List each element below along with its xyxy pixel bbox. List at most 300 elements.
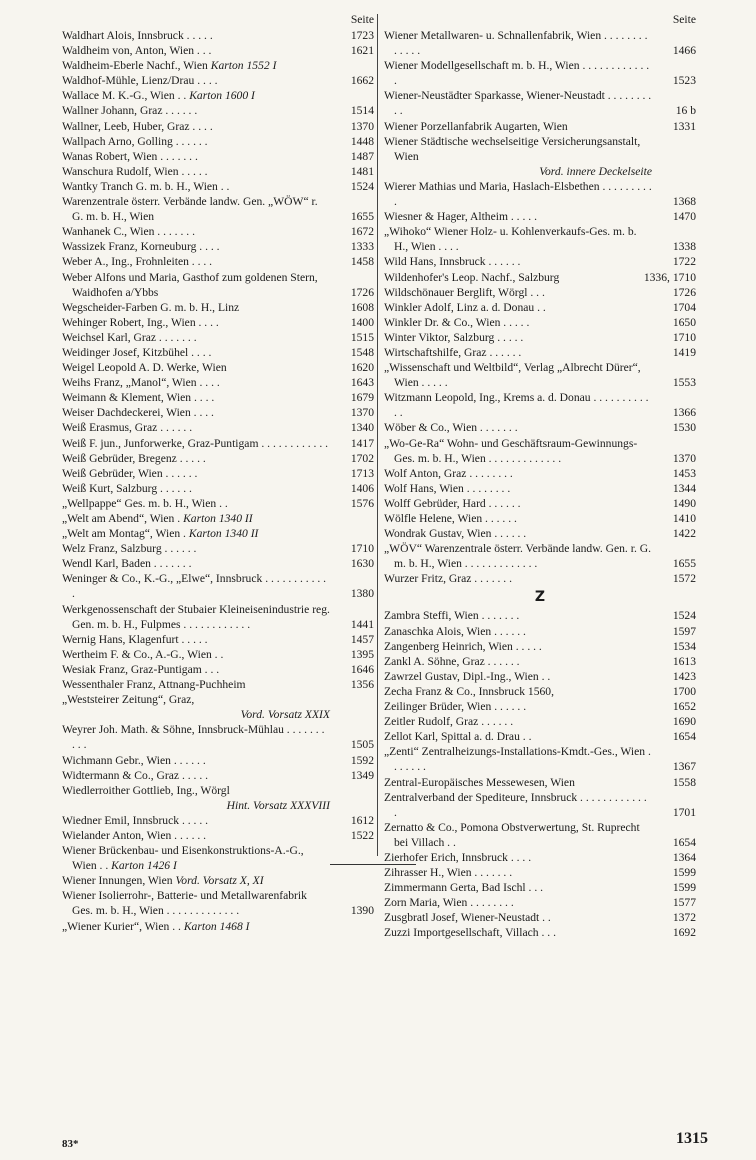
- entry-text: [384, 209, 696, 224]
- end-rule: [330, 864, 416, 865]
- entry-page: 1356: [350, 678, 374, 692]
- index-entry: [384, 134, 696, 164]
- entry-text: [62, 119, 374, 134]
- entry-page: 1558: [672, 775, 696, 789]
- entry-text: [384, 436, 696, 466]
- entry-text: [62, 919, 374, 934]
- index-entry: [384, 436, 696, 466]
- entry-name: Zeilinger Brüder, Wien . . . . . .: [384, 700, 527, 714]
- entry-page: 1710: [350, 542, 374, 556]
- entry-text: [62, 88, 374, 103]
- entry-page: 1370: [350, 119, 374, 133]
- entry-page: 1505: [350, 738, 374, 752]
- index-entry: [384, 119, 696, 134]
- entry-name: Wallner Johann, Graz . . . . . .: [62, 104, 198, 118]
- entry-text: [384, 790, 696, 820]
- index-entry: [384, 315, 696, 330]
- entry-page: 1650: [672, 315, 696, 329]
- index-entry: [62, 466, 374, 481]
- entry-name: „Weststeirer Zeitung“, Graz,: [62, 693, 195, 707]
- index-entry: [62, 451, 374, 466]
- entry-page: 1599: [672, 881, 696, 895]
- entry-page: 1620: [350, 361, 374, 375]
- entry-name: Wurzer Fritz, Graz . . . . . . .: [384, 572, 512, 586]
- index-entry: [384, 714, 696, 729]
- entry-text: [62, 481, 374, 496]
- index-entry: [62, 677, 374, 692]
- entry-text: [384, 729, 696, 744]
- entry-page: 1655: [672, 557, 696, 571]
- entry-page: 1652: [672, 700, 696, 714]
- entry-page: 1400: [350, 315, 374, 329]
- index-entry: [384, 608, 696, 623]
- index-entry: [62, 315, 374, 330]
- entry-name: Warenzentrale österr. Verbände landw. Gen. „WÖW“ r. G. m. b. H., Wien: [62, 195, 318, 224]
- entry-name: Weber Alfons und Maria, Gasthof zum goldenen Stern, Waidhofen a/Ybbs: [62, 270, 318, 299]
- index-entry: [62, 270, 374, 300]
- index-entry: [62, 541, 374, 556]
- index-entry: [384, 654, 696, 669]
- entry-page: 1572: [672, 572, 696, 586]
- entry-name: „Wihoko“ Wiener Holz- u. Kohlenverkaufs-Ges. m. b. H., Wien . . . .: [384, 225, 637, 254]
- entry-text: [62, 556, 374, 571]
- entry-name: Wiener Metallwaren- u. Schnallenfabrik, Wien . . . . . . . . . . . . .: [384, 29, 648, 58]
- section-letter-z: Z: [534, 589, 546, 606]
- entry-page: 1662: [350, 74, 374, 88]
- entry-text: [62, 526, 374, 541]
- entry-text: [384, 699, 696, 714]
- entry-page: 1621: [350, 44, 374, 58]
- entry-text: [62, 134, 374, 149]
- entry-text: [384, 420, 696, 435]
- entry-name: „Welt am Montag“, Wien .: [62, 527, 186, 541]
- index-entry: [62, 813, 374, 828]
- entry-name: „Wellpappe“ Ges. m. b. H., Wien . .: [62, 496, 228, 510]
- index-entry: [62, 375, 374, 390]
- entry-page: 1340: [350, 421, 374, 435]
- entry-page: 1453: [672, 466, 696, 480]
- entry-page: 1672: [350, 225, 374, 239]
- entry-name: Wolf Anton, Graz . . . . . . . .: [384, 466, 513, 480]
- entry-name: Welz Franz, Salzburg . . . . . .: [62, 542, 197, 556]
- entry-text: [384, 360, 696, 390]
- signature-mark: 83*: [62, 1138, 79, 1150]
- entry-name: Wiener Brückenbau- und Eisenkonstruktions-A.-G., Wien . .: [62, 844, 304, 873]
- entry-name: Zangenberg Heinrich, Wien . . . . .: [384, 639, 542, 653]
- entry-text: [384, 224, 696, 254]
- entry-name: Weiser Dachdeckerei, Wien . . . .: [62, 406, 214, 420]
- entry-text: [62, 783, 374, 798]
- index-entry: [62, 722, 374, 752]
- entry-text: [384, 330, 696, 345]
- entry-name: Wichmann Gebr., Wien . . . . . .: [62, 753, 206, 767]
- entry-page: 1349: [350, 768, 374, 782]
- entry-text: [384, 669, 696, 684]
- index-entry: [384, 669, 696, 684]
- entry-name: Weiß F. jun., Junforwerke, Graz-Puntigam . . . . . . . . . . . .: [62, 436, 329, 450]
- index-entry: [62, 330, 374, 345]
- entry-page: 1576: [350, 496, 374, 510]
- entry-text: [384, 684, 696, 699]
- entry-page: 1701: [672, 805, 696, 819]
- entry-name: Weiß Erasmus, Graz . . . . . .: [62, 421, 193, 435]
- entry-page: 1331: [672, 119, 696, 133]
- index-entry: [62, 194, 374, 224]
- entry-text: [62, 541, 374, 556]
- index-entry: [384, 164, 696, 179]
- entry-text: [384, 285, 696, 300]
- entry-page: 1380: [350, 587, 374, 601]
- entry-reference: Karton 1340 II: [183, 512, 253, 525]
- entry-page: 1487: [350, 149, 374, 163]
- entry-name: Zentralverband der Spediteure, Innsbruck . . . . . . . . . . . . .: [384, 790, 647, 819]
- entry-text: [72, 798, 374, 813]
- entry-page: 1457: [350, 632, 374, 646]
- entry-name: „Wo-Ge-Ra“ Wohn- und Geschäftsraum-Gewinnungs-Ges. m. b. H., Wien . . . . . . . . . . . . .: [384, 436, 638, 465]
- entry-page: 1481: [350, 164, 374, 178]
- entry-page: 1655: [350, 210, 374, 224]
- index-entry: [62, 179, 374, 194]
- entry-name: Wallpach Arno, Golling . . . . . .: [62, 134, 208, 148]
- entry-name: Wiener Porzellanfabrik Augarten, Wien: [384, 119, 568, 133]
- entry-text: [384, 910, 696, 925]
- entry-text: [62, 345, 374, 360]
- entry-name: Wielander Anton, Wien . . . . . .: [62, 828, 207, 842]
- entry-page: 1366: [672, 406, 696, 420]
- entry-name: Weimann & Klement, Wien . . . .: [62, 391, 215, 405]
- entry-text: [62, 43, 374, 58]
- entry-name: Waldheim-Eberle Nachf., Wien: [62, 59, 208, 73]
- entry-text: [62, 300, 374, 315]
- entry-name: Zankl A. Söhne, Graz . . . . . .: [384, 654, 520, 668]
- page-number: 1315: [676, 1130, 708, 1147]
- entry-text: [384, 654, 696, 669]
- entry-page: 1419: [672, 345, 696, 359]
- entry-text: [62, 390, 374, 405]
- entry-name: Witzmann Leopold, Ing., Krems a. d. Donau . . . . . . . . . . . .: [384, 391, 649, 420]
- entry-name: Wallner, Leeb, Huber, Graz . . . .: [62, 119, 213, 133]
- entry-text: [384, 511, 696, 526]
- entry-text: [384, 481, 696, 496]
- entry-name: Wildenhofer's Leop. Nachf., Salzburg: [384, 270, 560, 284]
- entry-text: [62, 405, 374, 420]
- entry-name: Wehinger Robert, Ing., Wien . . . .: [62, 315, 219, 329]
- entry-page: 1726: [672, 285, 696, 299]
- index-entry: [62, 647, 374, 662]
- index-entry: [384, 481, 696, 496]
- entry-page: 1368: [672, 195, 696, 209]
- index-entry: [62, 420, 374, 435]
- entry-page: 1599: [672, 866, 696, 880]
- entry-name: Wallace M. K.-G., Wien . .: [62, 89, 187, 103]
- entry-page: 1490: [672, 496, 696, 510]
- entry-text: [384, 315, 696, 330]
- index-entry: [62, 134, 374, 149]
- entry-text: [62, 888, 374, 918]
- entry-text: [62, 254, 374, 269]
- entry-text: [62, 164, 374, 179]
- entry-text: [62, 662, 374, 677]
- index-entry: [62, 662, 374, 677]
- entry-page: 1679: [350, 391, 374, 405]
- index-entry: [62, 481, 374, 496]
- index-entry: [62, 632, 374, 647]
- entry-page: 1700: [672, 684, 696, 698]
- index-entry: [384, 511, 696, 526]
- index-entry: [384, 300, 696, 315]
- entry-page: 1530: [672, 421, 696, 435]
- entry-text: [62, 330, 374, 345]
- index-entry: [62, 511, 374, 526]
- entry-page: 1458: [350, 255, 374, 269]
- right-entry-list: [384, 28, 696, 586]
- entry-text: [62, 511, 374, 526]
- entry-text: [62, 677, 374, 692]
- entry-name: Wiener-Neustädter Sparkasse, Wiener-Neustadt . . . . . . . . . .: [384, 89, 652, 118]
- index-entry: [62, 692, 374, 707]
- index-entry: [384, 910, 696, 925]
- entry-text: [62, 360, 374, 375]
- entry-text: [62, 194, 374, 224]
- index-entry: [62, 119, 374, 134]
- entry-text: [384, 88, 696, 118]
- entry-text: [384, 254, 696, 269]
- index-entry: [62, 768, 374, 783]
- entry-text: [62, 571, 374, 601]
- entry-page: 1630: [350, 557, 374, 571]
- entry-page: 1690: [672, 715, 696, 729]
- entry-text: [384, 571, 696, 586]
- entry-name: Waldhof-Mühle, Lienz/Drau . . . .: [62, 74, 218, 88]
- entry-reference: Vord. Vorsatz X, XI: [175, 874, 264, 888]
- entry-name: Zihrasser H., Wien . . . . . . .: [384, 866, 513, 880]
- entry-text: [62, 451, 374, 466]
- entry-page: 1448: [350, 134, 374, 148]
- entry-text: [384, 608, 696, 623]
- entry-text: [62, 239, 374, 254]
- entry-name: Wanas Robert, Wien . . . . . . .: [62, 149, 198, 163]
- entry-page: 1534: [672, 639, 696, 653]
- entry-page: 1417: [350, 436, 374, 450]
- entry-text: [394, 164, 696, 179]
- index-entry: [384, 28, 696, 58]
- index-entry: [384, 729, 696, 744]
- entry-text: [384, 541, 696, 571]
- entry-text: [62, 420, 374, 435]
- index-entry: [62, 58, 374, 73]
- entry-name: Wildschönauer Berglift, Wörgl . . .: [384, 285, 545, 299]
- index-entry: [62, 571, 374, 601]
- left-column: [62, 12, 374, 934]
- index-entry: [62, 707, 374, 722]
- entry-name: Weyrer Joh. Math. & Söhne, Innsbruck-Mühlau . . . . . . . . . .: [62, 723, 325, 752]
- entry-name: Wiesner & Hager, Altheim . . . . .: [384, 210, 537, 224]
- index-entry: [384, 865, 696, 880]
- entry-text: [384, 714, 696, 729]
- entry-page: 1722: [672, 255, 696, 269]
- entry-reference: Hint. Vorsatz XXXVIII: [226, 798, 330, 812]
- entry-name: Widtermann & Co., Graz . . . . .: [62, 768, 209, 782]
- index-entry: [62, 254, 374, 269]
- entry-reference: Karton 1340 II: [188, 527, 259, 541]
- entry-text: [62, 753, 374, 768]
- index-entry: [62, 602, 374, 632]
- index-entry: [384, 330, 696, 345]
- entry-name: Zierhofer Erich, Innsbruck . . . .: [384, 850, 532, 864]
- entry-name: Wanschura Rudolf, Wien . . . . .: [62, 164, 208, 178]
- entry-page: 1577: [672, 896, 696, 910]
- right-column: [384, 12, 696, 941]
- entry-name: Zorn Maria, Wien . . . . . . . .: [384, 896, 514, 910]
- entry-name: Wolf Hans, Wien . . . . . . . .: [384, 481, 511, 495]
- index-entry: [62, 88, 374, 103]
- entry-text: [62, 632, 374, 647]
- index-entry: [62, 345, 374, 360]
- entry-page: 1592: [350, 753, 374, 767]
- index-entry: [62, 526, 374, 541]
- index-entry: [384, 526, 696, 541]
- entry-page: 1726: [350, 285, 374, 299]
- index-entry: [62, 43, 374, 58]
- entry-name: „Welt am Abend“, Wien .: [62, 512, 181, 525]
- entry-name: Wiedlerroither Gottlieb, Ing., Wörgl: [62, 783, 230, 797]
- entry-reference: Karton 1600 I: [189, 89, 255, 103]
- entry-name: Zernatto & Co., Pomona Obstverwertung, St. Ruprecht bei Villach . .: [384, 820, 640, 849]
- index-entry: [62, 224, 374, 239]
- entry-name: Wassizek Franz, Korneuburg . . . .: [62, 240, 220, 254]
- z-entry-list: [384, 608, 696, 940]
- entry-name: Wesiak Franz, Graz-Puntigam . . .: [62, 662, 220, 676]
- entry-page: 1643: [350, 376, 374, 390]
- entry-text: [62, 722, 374, 752]
- index-entry: [384, 699, 696, 714]
- entry-page: 1613: [672, 654, 696, 668]
- entry-page: 16 b: [675, 104, 696, 118]
- entry-name: Wölfle Helene, Wien . . . . . .: [384, 512, 517, 525]
- entry-name: „Zenti“ Zentralheizungs-Installations-Kmdt.-Ges., Wien . . . . . . .: [384, 745, 651, 774]
- entry-name: Zanaschka Alois, Wien . . . . . .: [384, 624, 526, 638]
- index-entry: [62, 103, 374, 118]
- entry-name: Zentral-Europäisches Messewesen, Wien: [384, 775, 575, 789]
- entry-name: Wöber & Co., Wien . . . . . . .: [384, 421, 518, 435]
- entry-page: 1441: [350, 617, 374, 631]
- entry-page: 1470: [672, 210, 696, 224]
- entry-name: Weninger & Co., K.-G., „Elwe“, Innsbruck . . . . . . . . . . . .: [62, 572, 327, 601]
- index-entry: [384, 285, 696, 300]
- column-divider: [377, 14, 378, 856]
- entry-name: Wondrak Gustav, Wien . . . . . .: [384, 527, 527, 541]
- entry-text: [62, 692, 374, 707]
- entry-reference: Karton 1468 I: [183, 919, 250, 933]
- index-entry: [384, 820, 696, 850]
- entry-name: Winter Viktor, Salzburg . . . . .: [384, 330, 524, 344]
- index-entry: [384, 58, 696, 88]
- entry-text: [384, 820, 696, 850]
- entry-name: Winkler Adolf, Linz a. d. Donau . .: [384, 300, 546, 314]
- entry-name: Zusgbratl Josef, Wiener-Neustadt . .: [384, 911, 551, 925]
- entry-page: 1422: [672, 527, 696, 541]
- entry-text: [384, 179, 696, 209]
- entry-page: 1344: [672, 481, 696, 495]
- entry-text: [62, 466, 374, 481]
- entry-name: Weichsel Karl, Graz . . . . . . .: [62, 330, 197, 344]
- index-entry: [384, 571, 696, 586]
- entry-page: 1395: [350, 647, 374, 661]
- entry-text: [384, 639, 696, 654]
- entry-text: [62, 375, 374, 390]
- entry-text: [384, 345, 696, 360]
- entry-name: Zimmermann Gerta, Bad Ischl . . .: [384, 881, 544, 895]
- entry-name: Waldhart Alois, Innsbruck . . . . .: [62, 29, 213, 42]
- left-entry-list: [62, 28, 374, 934]
- index-entry: [384, 88, 696, 118]
- index-entry: [384, 254, 696, 269]
- entry-name: Weigel Leopold A. D. Werke, Wien: [62, 361, 227, 375]
- entry-text: [62, 873, 374, 888]
- index-entry: [62, 496, 374, 511]
- entry-text: [384, 880, 696, 895]
- entry-name: Zellot Karl, Spittal a. d. Drau . .: [384, 730, 532, 744]
- entry-page: 1338: [672, 240, 696, 254]
- entry-text: [62, 270, 374, 300]
- entry-page: 1370: [672, 451, 696, 465]
- index-entry: [384, 420, 696, 435]
- entry-text: [384, 925, 696, 940]
- entry-name: Wirtschaftshilfe, Graz . . . . . .: [384, 345, 522, 359]
- index-entry: [62, 753, 374, 768]
- entry-text: [62, 73, 374, 88]
- entry-page: 1524: [350, 179, 374, 193]
- entry-text: [384, 300, 696, 315]
- entry-text: [384, 496, 696, 511]
- index-entry: [384, 224, 696, 254]
- index-entry: [384, 360, 696, 390]
- entry-text: [384, 744, 696, 774]
- entry-name: Wernig Hans, Klagenfurt . . . . .: [62, 632, 208, 646]
- index-entry: [384, 775, 696, 790]
- entry-page: 1390: [350, 904, 374, 918]
- entry-text: [62, 315, 374, 330]
- index-entry: [384, 880, 696, 895]
- entry-page: 1710: [672, 330, 696, 344]
- entry-page: 1553: [672, 376, 696, 390]
- entry-text: [384, 119, 696, 134]
- entry-name: Wantky Tranch G. m. b. H., Wien . .: [62, 179, 230, 193]
- entry-name: „WÖV“ Warenzentrale österr. Verbände landw. Gen. r. G. m. b. H., Wien . . . . . . . . . . . . .: [384, 542, 652, 571]
- index-entry: [62, 798, 374, 813]
- index-entry: [62, 360, 374, 375]
- index-entry: [384, 895, 696, 910]
- index-entry: [384, 925, 696, 940]
- index-entry: [384, 179, 696, 209]
- entry-text: [384, 624, 696, 639]
- entry-name: Wertheim F. & Co., A.-G., Wien . .: [62, 647, 224, 661]
- entry-page: 1406: [350, 481, 374, 495]
- entry-text: [384, 28, 696, 58]
- entry-page: 1333: [350, 240, 374, 254]
- entry-text: [384, 850, 696, 865]
- entry-page: 1704: [672, 300, 696, 314]
- entry-text: [384, 58, 696, 88]
- entry-name: „Wiener Kurier“, Wien . .: [62, 919, 181, 933]
- entry-text: [62, 647, 374, 662]
- index-entry: [384, 209, 696, 224]
- index-entry: [384, 639, 696, 654]
- index-entry: [62, 28, 374, 43]
- entry-text: [62, 768, 374, 783]
- entry-name: Wendl Karl, Baden . . . . . . .: [62, 557, 192, 571]
- index-entry: [384, 624, 696, 639]
